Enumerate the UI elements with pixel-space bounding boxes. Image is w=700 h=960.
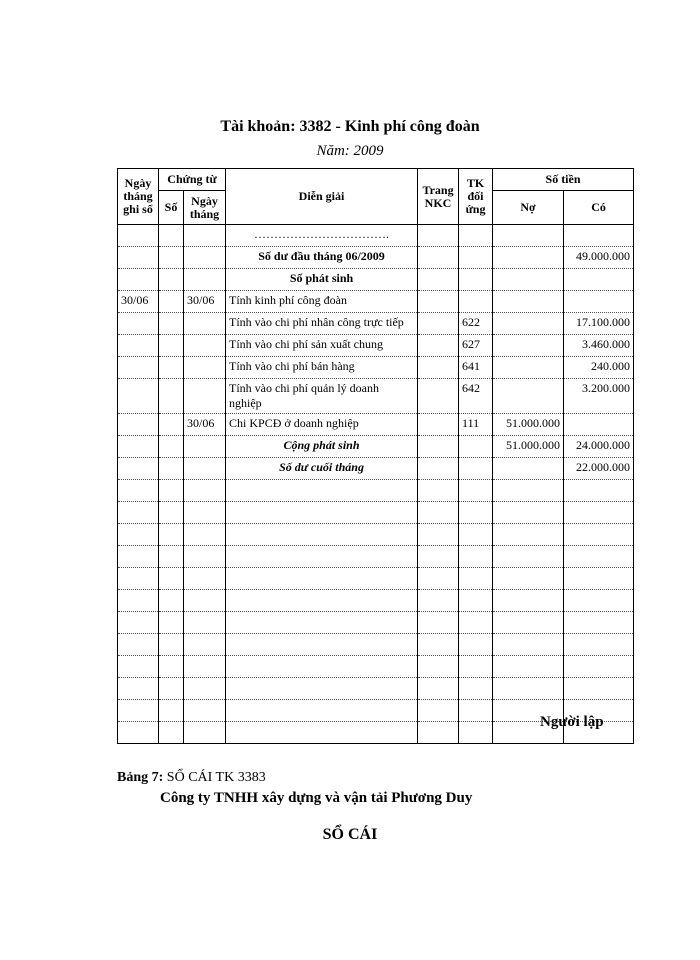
table-row xyxy=(118,590,634,612)
ngay-ct-cell: 30/06 xyxy=(184,291,226,313)
so-ct-cell xyxy=(159,269,184,291)
so-ct-cell xyxy=(159,436,184,458)
ngay-ct-cell xyxy=(184,225,226,247)
co-amount-cell: 240.000 xyxy=(564,357,634,379)
company-name: Công ty TNHH xây dựng và vận tải Phương Duy xyxy=(160,790,473,806)
table-row xyxy=(118,524,634,546)
ngay-ghi-so-cell xyxy=(118,269,159,291)
co-amount-cell: 24.000.000 xyxy=(564,436,634,458)
ngay-ghi-so-cell xyxy=(118,590,159,612)
table-row xyxy=(118,546,634,568)
ngay-ct-cell xyxy=(184,568,226,590)
co-amount-cell: 3.460.000 xyxy=(564,335,634,357)
table-row xyxy=(118,634,634,656)
dien-giai-cell: Tính vào chi phí bán hàng xyxy=(226,357,418,379)
dien-giai-cell: Số dư đầu tháng 06/2009 xyxy=(226,247,418,269)
ngay-ct-cell xyxy=(184,656,226,678)
so-ct-cell xyxy=(159,357,184,379)
no-amount-cell xyxy=(493,502,564,524)
dien-giai-cell xyxy=(226,612,418,634)
ngay-ct-cell xyxy=(184,502,226,524)
ngay-ct-cell xyxy=(184,379,226,414)
trang-nkc-cell xyxy=(418,678,459,700)
header-ngay-ghi-so: Ngày tháng ghi sổ xyxy=(118,169,159,225)
so-ct-cell xyxy=(159,590,184,612)
tk-doi-ung-cell xyxy=(459,568,493,590)
trang-nkc-cell xyxy=(418,414,459,436)
trang-nkc-cell xyxy=(418,612,459,634)
ngay-ct-cell xyxy=(184,634,226,656)
so-ct-cell xyxy=(159,379,184,414)
ngay-ghi-so-cell: 30/06 xyxy=(118,291,159,313)
no-amount-cell xyxy=(493,335,564,357)
so-ct-cell xyxy=(159,313,184,335)
ngay-ghi-so-cell xyxy=(118,568,159,590)
table-row xyxy=(118,379,634,414)
dien-giai-cell xyxy=(226,502,418,524)
trang-nkc-cell xyxy=(418,480,459,502)
co-amount-cell: 3.200.000 xyxy=(564,379,634,414)
ledger-title: Tài khoản: 3382 - Kinh phí công đoàn xyxy=(220,118,480,135)
no-amount-cell xyxy=(493,458,564,480)
tk-doi-ung-cell: 622 xyxy=(459,313,493,335)
tk-doi-ung-cell xyxy=(459,502,493,524)
dien-giai-cell xyxy=(226,678,418,700)
ngay-ct-cell xyxy=(184,458,226,480)
trang-nkc-cell xyxy=(418,247,459,269)
so-ct-cell xyxy=(159,656,184,678)
trang-nkc-cell xyxy=(418,634,459,656)
table-row xyxy=(118,656,634,678)
so-ct-cell xyxy=(159,722,184,744)
ledger-body xyxy=(118,225,634,744)
header-dien-giai: Diễn giải xyxy=(226,169,418,225)
no-amount-cell xyxy=(493,225,564,247)
dien-giai-cell xyxy=(226,700,418,722)
co-amount-cell xyxy=(564,612,634,634)
ngay-ct-cell xyxy=(184,678,226,700)
ngay-ct-cell xyxy=(184,546,226,568)
so-ct-cell xyxy=(159,291,184,313)
header-tk-doi-ung: TK đối ứng xyxy=(459,169,493,225)
trang-nkc-cell xyxy=(418,291,459,313)
tk-doi-ung-cell xyxy=(459,612,493,634)
tk-doi-ung-cell xyxy=(459,524,493,546)
no-amount-cell xyxy=(493,524,564,546)
no-amount-cell xyxy=(493,269,564,291)
tk-doi-ung-cell xyxy=(459,458,493,480)
co-amount-cell xyxy=(564,291,634,313)
ngay-ghi-so-cell xyxy=(118,458,159,480)
tk-doi-ung-cell xyxy=(459,590,493,612)
table-caption-text: SỔ CÁI TK 3383 xyxy=(163,770,266,785)
no-amount-cell xyxy=(493,247,564,269)
ngay-ct-cell xyxy=(184,269,226,291)
ngay-ghi-so-cell xyxy=(118,678,159,700)
dien-giai-cell xyxy=(226,568,418,590)
tk-doi-ung-cell: 641 xyxy=(459,357,493,379)
no-amount-cell xyxy=(493,291,564,313)
ngay-ghi-so-cell xyxy=(118,612,159,634)
trang-nkc-cell xyxy=(418,700,459,722)
trang-nkc-cell xyxy=(418,379,459,414)
tk-doi-ung-cell: 111 xyxy=(459,414,493,436)
co-amount-cell xyxy=(564,524,634,546)
table-row xyxy=(118,313,634,335)
dien-giai-cell: Số phát sinh xyxy=(226,269,418,291)
ngay-ghi-so-cell xyxy=(118,313,159,335)
no-amount-cell xyxy=(493,568,564,590)
header-ngay-thang: Ngày tháng xyxy=(184,191,226,225)
ngay-ghi-so-cell xyxy=(118,656,159,678)
trang-nkc-cell xyxy=(418,225,459,247)
dien-giai-cell xyxy=(226,634,418,656)
co-amount-cell xyxy=(564,568,634,590)
trang-nkc-cell xyxy=(418,335,459,357)
no-amount-cell xyxy=(493,590,564,612)
so-ct-cell xyxy=(159,546,184,568)
ngay-ghi-so-cell xyxy=(118,436,159,458)
tk-doi-ung-cell: 627 xyxy=(459,335,493,357)
trang-nkc-cell xyxy=(418,524,459,546)
so-ct-cell xyxy=(159,225,184,247)
dien-giai-cell xyxy=(226,524,418,546)
so-ct-cell xyxy=(159,480,184,502)
ngay-ghi-so-cell xyxy=(118,546,159,568)
trang-nkc-cell xyxy=(418,269,459,291)
so-ct-cell xyxy=(159,247,184,269)
co-amount-cell xyxy=(564,269,634,291)
trang-nkc-cell xyxy=(418,357,459,379)
header-co: Có xyxy=(564,191,634,225)
dien-giai-cell: Tính vào chi phí quản lý doanh nghiệp xyxy=(226,379,418,414)
tk-doi-ung-cell xyxy=(459,480,493,502)
table-row xyxy=(118,436,634,458)
header-so-tien: Số tiền xyxy=(493,169,634,191)
ledger-year: Năm: 2009 xyxy=(316,143,384,159)
table-row xyxy=(118,458,634,480)
tk-doi-ung-cell xyxy=(459,269,493,291)
no-amount-cell: 51.000.000 xyxy=(493,414,564,436)
tk-doi-ung-cell xyxy=(459,700,493,722)
ngay-ghi-so-cell xyxy=(118,700,159,722)
table-row xyxy=(118,225,634,247)
co-amount-cell xyxy=(564,414,634,436)
ngay-ct-cell xyxy=(184,436,226,458)
dien-giai-cell: Tính kinh phí công đoàn xyxy=(226,291,418,313)
co-amount-cell: 17.100.000 xyxy=(564,313,634,335)
dien-giai-cell: Tính vào chi phí sản xuất chung xyxy=(226,335,418,357)
ngay-ghi-so-cell xyxy=(118,502,159,524)
dien-giai-cell xyxy=(226,722,418,744)
table-number: Bảng 7: xyxy=(117,770,164,785)
no-amount-cell xyxy=(493,480,564,502)
ngay-ct-cell xyxy=(184,700,226,722)
table-row xyxy=(118,612,634,634)
no-amount-cell xyxy=(493,357,564,379)
so-ct-cell xyxy=(159,700,184,722)
ngay-ct-cell xyxy=(184,590,226,612)
no-amount-cell xyxy=(493,379,564,414)
co-amount-cell: 49.000.000 xyxy=(564,247,634,269)
trang-nkc-cell xyxy=(418,502,459,524)
so-ct-cell xyxy=(159,458,184,480)
table-row xyxy=(118,480,634,502)
ngay-ghi-so-cell xyxy=(118,357,159,379)
table-row xyxy=(118,269,634,291)
ngay-ghi-so-cell xyxy=(118,722,159,744)
header-so: Số xyxy=(159,191,184,225)
trang-nkc-cell xyxy=(418,546,459,568)
ngay-ghi-so-cell xyxy=(118,225,159,247)
ngay-ct-cell xyxy=(184,480,226,502)
so-ct-cell xyxy=(159,634,184,656)
so-ct-cell xyxy=(159,612,184,634)
dien-giai-cell: Cộng phát sinh xyxy=(226,436,418,458)
co-amount-cell xyxy=(564,678,634,700)
table-row xyxy=(118,291,634,313)
co-amount-cell xyxy=(564,546,634,568)
ngay-ghi-so-cell xyxy=(118,634,159,656)
co-amount-cell xyxy=(564,656,634,678)
table-row xyxy=(118,357,634,379)
table-row xyxy=(118,568,634,590)
dien-giai-cell xyxy=(226,590,418,612)
dien-giai-cell xyxy=(226,656,418,678)
trang-nkc-cell xyxy=(418,568,459,590)
ngay-ct-cell xyxy=(184,313,226,335)
tk-doi-ung-cell xyxy=(459,225,493,247)
tk-doi-ung-cell xyxy=(459,656,493,678)
dien-giai-cell: Chi KPCĐ ở doanh nghiệp xyxy=(226,414,418,436)
creator-label: Người lập xyxy=(540,714,604,730)
tk-doi-ung-cell xyxy=(459,291,493,313)
so-ct-cell xyxy=(159,678,184,700)
tk-doi-ung-cell xyxy=(459,546,493,568)
trang-nkc-cell xyxy=(418,590,459,612)
so-ct-cell xyxy=(159,568,184,590)
table-row xyxy=(118,335,634,357)
table-row xyxy=(118,502,634,524)
no-amount-cell xyxy=(493,546,564,568)
header-no: Nợ xyxy=(493,191,564,225)
ngay-ghi-so-cell xyxy=(118,480,159,502)
so-ct-cell xyxy=(159,524,184,546)
tk-doi-ung-cell xyxy=(459,247,493,269)
trang-nkc-cell xyxy=(418,722,459,744)
trang-nkc-cell xyxy=(418,436,459,458)
ngay-ct-cell xyxy=(184,357,226,379)
table-row xyxy=(118,414,634,436)
ngay-ghi-so-cell xyxy=(118,414,159,436)
ngay-ct-cell: 30/06 xyxy=(184,414,226,436)
header-trang-nkc: Trang NKC xyxy=(418,169,459,225)
no-amount-cell xyxy=(493,612,564,634)
tk-doi-ung-cell: 642 xyxy=(459,379,493,414)
dien-giai-cell: Tính vào chi phí nhân công trực tiếp xyxy=(226,313,418,335)
ngay-ct-cell xyxy=(184,524,226,546)
table-caption xyxy=(117,770,266,786)
co-amount-cell xyxy=(564,590,634,612)
so-cai-heading: SỔ CÁI xyxy=(322,826,378,843)
header-chung-tu: Chứng từ xyxy=(159,169,226,191)
tk-doi-ung-cell xyxy=(459,634,493,656)
ngay-ghi-so-cell xyxy=(118,379,159,414)
no-amount-cell: 51.000.000 xyxy=(493,436,564,458)
no-amount-cell xyxy=(493,678,564,700)
dien-giai-cell xyxy=(226,546,418,568)
ngay-ct-cell xyxy=(184,612,226,634)
co-amount-cell xyxy=(564,502,634,524)
ngay-ct-cell xyxy=(184,247,226,269)
no-amount-cell xyxy=(493,634,564,656)
co-amount-cell xyxy=(564,634,634,656)
trang-nkc-cell xyxy=(418,458,459,480)
dien-giai-cell: Số dư cuối tháng xyxy=(226,458,418,480)
ngay-ghi-so-cell xyxy=(118,335,159,357)
tk-doi-ung-cell xyxy=(459,678,493,700)
trang-nkc-cell xyxy=(418,656,459,678)
no-amount-cell xyxy=(493,313,564,335)
dien-giai-cell xyxy=(226,480,418,502)
ledger-table xyxy=(117,168,634,744)
ngay-ghi-so-cell xyxy=(118,524,159,546)
table-row xyxy=(118,247,634,269)
so-ct-cell xyxy=(159,414,184,436)
co-amount-cell: 22.000.000 xyxy=(564,458,634,480)
so-ct-cell xyxy=(159,502,184,524)
ngay-ghi-so-cell xyxy=(118,247,159,269)
ngay-ct-cell xyxy=(184,335,226,357)
co-amount-cell xyxy=(564,225,634,247)
dien-giai-cell: ……………………………. xyxy=(226,225,418,247)
no-amount-cell xyxy=(493,656,564,678)
tk-doi-ung-cell xyxy=(459,436,493,458)
co-amount-cell xyxy=(564,480,634,502)
so-ct-cell xyxy=(159,335,184,357)
table-row xyxy=(118,678,634,700)
ngay-ct-cell xyxy=(184,722,226,744)
tk-doi-ung-cell xyxy=(459,722,493,744)
trang-nkc-cell xyxy=(418,313,459,335)
